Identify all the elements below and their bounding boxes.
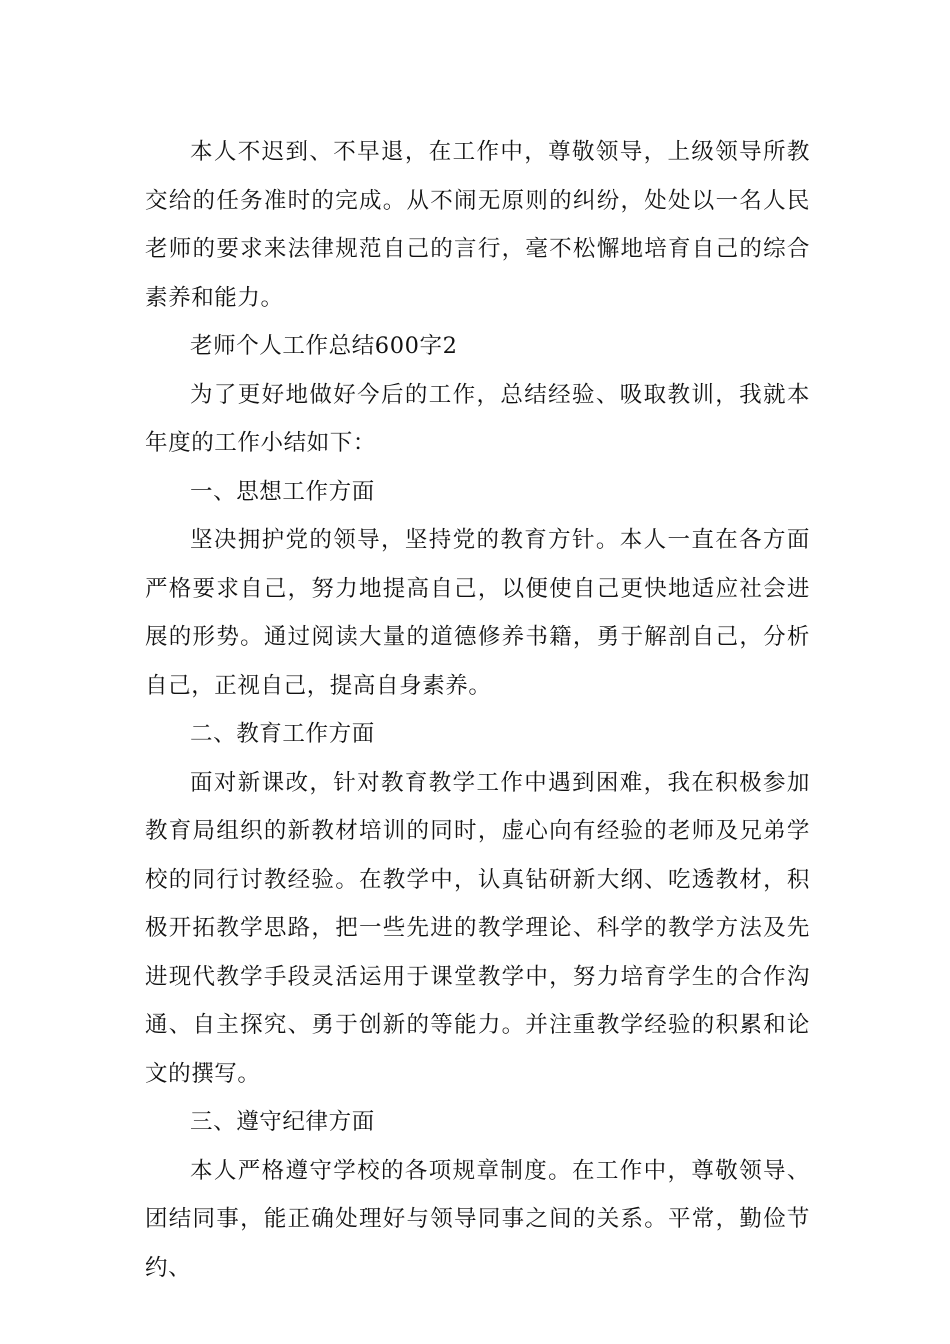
document-body — [145, 128, 810, 1292]
heading-discipline: 三、遵守纪律方面 — [190, 1109, 375, 1135]
paragraph-education-work: 面对新课改，针对教育教学工作中遇到困难，我在积极参加教育局组织的新教材培训的同时，虚心向有经验的老师及兄弟学校的同行讨教经验。在教学中，认真钻研新大纲、吃透教材，积极开拓教学思路，把一些先进的教学理论、科学的教学方法及先进现代教学手段灵活运用于课堂教学中，努力培育学生的合作沟通、自主探究、勇于创新的等能力。并注重教学经验的积累和论文的撰写。 — [145, 769, 810, 1087]
paragraph-conduct: 本人不迟到、不早退，在工作中，尊敬领导，上级领导所教交给的任务准时的完成。从不闹无原则的纠纷，处处以一名人民老师的要求来法律规范自己的言行，毫不松懈地培育自己的综合素养和能力。 — [145, 139, 810, 311]
heading-thought-work: 一、思想工作方面 — [190, 478, 375, 505]
section-title: 老师个人工作总结600字2 — [190, 333, 458, 359]
paragraph-thought-work: 坚决拥护党的领导，坚持党的教育方针。本人一直在各方面严格要求自己，努力地提高自己，以便使自己更快地适应社会进展的形势。通过阅读大量的道德修养书籍，勇于解剖自己，分析自己，正视自己，提高自身素养。 — [145, 527, 810, 699]
heading-education-work: 二、教育工作方面 — [190, 721, 375, 747]
paragraph-intro: 为了更好地做好今后的工作，总结经验、吸取教训，我就本年度的工作小结如下： — [145, 381, 810, 456]
paragraph-discipline: 本人严格遵守学校的各项规章制度。在工作中，尊敬领导、团结同事，能正确处理好与领导同事之间的关系。平常，勤俭节约、 — [145, 1157, 810, 1281]
